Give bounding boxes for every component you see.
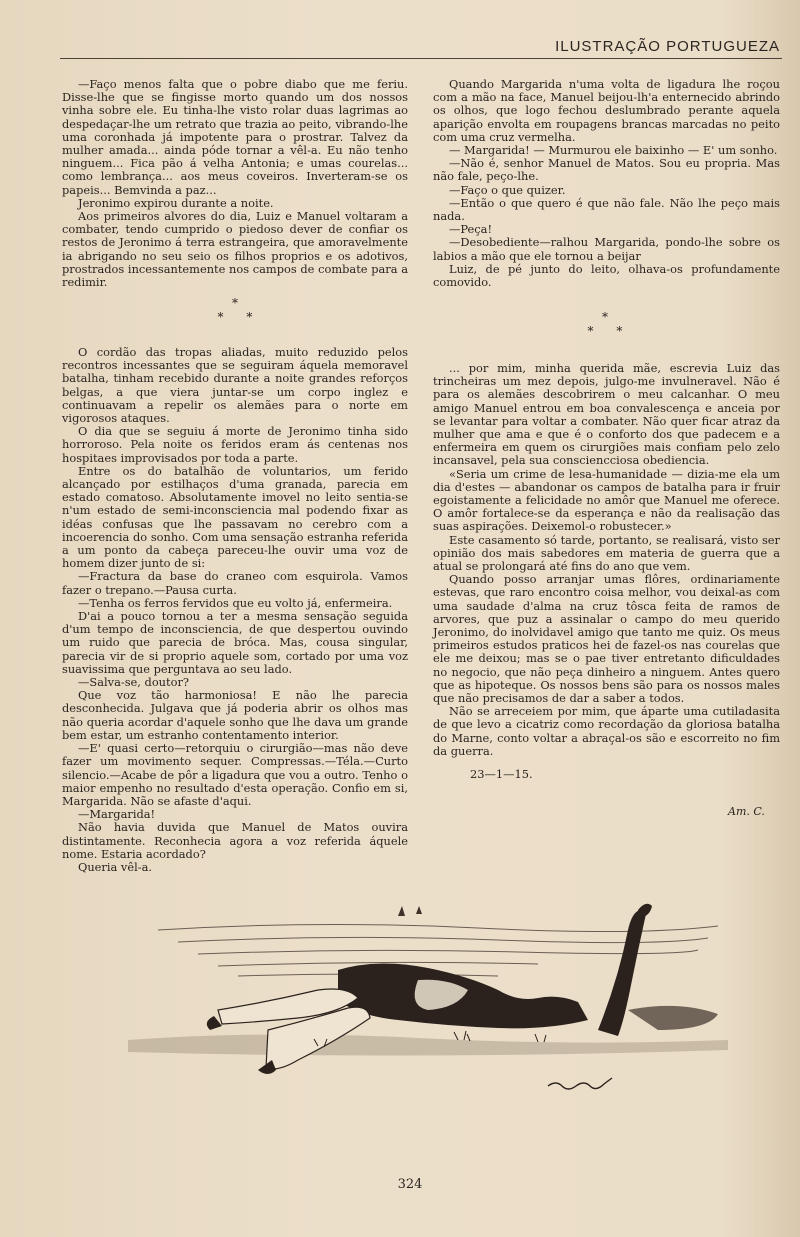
paragraph: Queria vêl-a.: [78, 859, 152, 874]
paragraph: Luiz, de pé junto do leito, olhava-os profundamente comovido.: [433, 261, 780, 290]
paragraph: —E' quasi certo—retorquiu o cirurgião—mas não deve fazer um movimento sequer. Compressas.—Téla.—Curto silencio.—Acabe de pôr a ligadura que vou a outro. Tenho o maior empenho no resultado d'esta operação. Confio em si, Margarida. Não se afaste d'aqui.: [62, 741, 408, 808]
paragraph: —Desobediente—ralhou Margarida, pondo-lhe sobre os labios a mão que ele tornou a beijar: [433, 235, 780, 263]
paragraph: — Margarida! — Murmurou ele baixinho — E' um sonho.: [449, 143, 778, 158]
section-stars-left: * * *: [217, 296, 253, 324]
paragraph: «Seria um crime de lesa-humanidade — dizia-me ela um dia d'estes — abandonar os campos de batalha para ir fruir egoistamente a felicidade no amôr que Manuel me oferece. O amôr fortalece-se da esperança e não da realisação das suas aspirações. Deixemol-o robustecer.»: [433, 466, 780, 534]
paragraph: —Faço o que quizer.: [449, 182, 566, 197]
paragraph: —Fractura da base do craneo com esquirola. Vamos fazer o trepano.—Pausa curta.: [62, 569, 408, 597]
paragraph: D'ai a pouco tornou a ter a mesma sensação seguida d'um tempo de inconsciencia, de que despertou ouvindo um ruido que parecia de bróca. Mas, cousa singular, parecia vir de si proprio aquele som, cortado por uma voz suavissima que perguntava ao seu lado.: [62, 609, 408, 676]
paragraph: Não havia duvida que Manuel de Matos ouvira distintamente. Reconhecia agora a voz referida áquele nome. Estaria acordado?: [62, 820, 408, 861]
paragraph: —Não é, senhor Manuel de Matos. Sou eu propria. Mas não fale, peço-lhe.: [433, 156, 780, 184]
paragraph: O cordão das tropas aliadas, muito reduzido pelos recontros incessantes que se seguiram áquela memoravel batalha, tinham recebido durante a noite grandes reforços belgas, a que viera juntar-se um corpo inglez e continuavam a repelir os alemães para o norte em vigorosos ataques.: [62, 345, 408, 426]
paragraph: Jeronimo expirou durante a noite.: [78, 195, 274, 210]
paragraph: Quando posso arranjar umas flôres, ordinariamente estevas, que raro encontro coisa melhor, vou deixal-as com uma saudade d'alma na cruz tôsca feita de ramos de arvores, que puz a assinalar o campo do meu querido Jeronimo, do inolvidavel amigo que tanto me quiz. Os meus primeiros estudos praticos hei de fazel-os nas courelas que ele me deixou; mas se o pae tiver entretanto dificuldades no negocio, que não peça dinheiro a ninguem. Antes quero que as hipoteque. Os nossos bens são para os nossos males que não precisamos de dar a saber a todos.: [433, 572, 780, 706]
header-rule: [60, 58, 782, 59]
paragraph: Não se arreceiem por mim, que áparte uma cutiladasita de que levo a cicatriz como recordação da gloriosa batalha do Marne, conto voltar a abraçal-os são e escorreito no fim da guerra.: [433, 704, 780, 758]
letter-date: 23—1—15.: [470, 767, 533, 781]
paragraph: Entre os do batalhão de voluntarios, um ferido alcançado por estilhaços d'uma granada, parecia em estado comatoso. Absolutamente imovel no leito sentia-se n'um estado de semi-inconsciencia mal podendo fixar as idéas confusas que lhe passavam no cerebro com a incoerencia do sonho. Com uma sensação estranha referida a um ponto da cabeça pareceu-lhe ouvir uma voz de homem dizer junto de si:: [62, 463, 408, 571]
paragraph: —Margarida!: [78, 807, 156, 822]
right-column-part1: [433, 78, 780, 289]
paragraph: Quando Margarida n'uma volta de ligadura lhe roçou com a mão na face, Manuel beijou-lh'a enternecido abrindo os olhos, que logo fechou deslumbrado perante aquela aparição envolta em roupagens brancas marcadas no peito com uma cruz vermelha.: [433, 77, 780, 144]
paragraph: —Salva-se, doutor?: [78, 675, 190, 690]
right-column-part2: [433, 362, 780, 758]
paragraph: —Peça!: [449, 222, 493, 237]
paragraph: —Tenha os ferros fervidos que eu volto já, enfermeira.: [78, 595, 393, 610]
paragraph: Este casamento só tarde, portanto, se realisará, visto ser opinião dos mais sabedores em materia de guerra que a atual se prolongará até fins do ano que vem.: [433, 532, 780, 574]
paragraph: O dia que se seguiu á morte de Jeronimo tinha sido horroroso. Pela noite os feridos eram ás centenas nos hospitaes improvisados por toda a parte.: [62, 424, 408, 465]
section-stars-right: * * *: [587, 310, 623, 338]
running-header: ILUSTRAÇÃO PORTUGUEZA: [555, 38, 780, 55]
left-column-part2: [62, 346, 408, 874]
battlefield-illustration: [118, 890, 738, 1110]
paragraph: ... por mim, minha querida mãe, escrevia Luiz das trincheiras um mez depois, julgo-me invulneravel. Não é para os alemães descobrirem o meu calcanhar. O meu amigo Manuel entrou em boa convalescença e anceia por se levantar para voltar a combater. Não quer ficar atraz da mulher que ama e que é o conforto dos que padecem e a enfermeira em quem os cirurgiões mais confiam pelo zelo incansavel, pela sua consciencciosa obediencia.: [433, 361, 780, 468]
page-number: 324: [397, 1177, 423, 1192]
paragraph: —Então o que quero é que não fale. Não lhe peço mais nada.: [433, 195, 780, 224]
paragraph: Aos primeiros alvores do dia, Luiz e Manuel voltaram a combater, tendo cumprido o piedoso dever de confiar os restos de Jeronimo á terra estrangeira, que amoravelmente ia abrigando no seu seio os filhos proprios e os adotivos, prostrados incessantemente nos campos de combate para a redimir.: [62, 209, 408, 290]
author-signature: Am. C.: [728, 805, 765, 818]
paragraph: Que voz tão harmoniosa! E não lhe parecia desconhecida. Julgava que já poderia abrir os olhos mas não queria acordar d'aquele sonho que lhe dava um grande bem estar, um estranho contentamento interior.: [62, 688, 408, 742]
left-column-part1: [62, 78, 408, 289]
paragraph: —Faço menos falta que o pobre diabo que me feriu. Disse-lhe que se fingisse morto quando um dos nossos vinha sobre ele. Eu tinha-lhe visto rolar duas lagrimas ao despedaçar-lhe um retrato que trazia ao peito, vibrando-lhe uma coronhada já impotente para o prostrar. Talvez da mulher amada... ainda póde tornar a vêl-a. Eu não tenho ninguem... Fica pão á velha Antonia; e umas courelas... como lembrança... aos meus coveiros. Inverteram-se os papeis... Bemvinda a paz...: [62, 77, 408, 197]
